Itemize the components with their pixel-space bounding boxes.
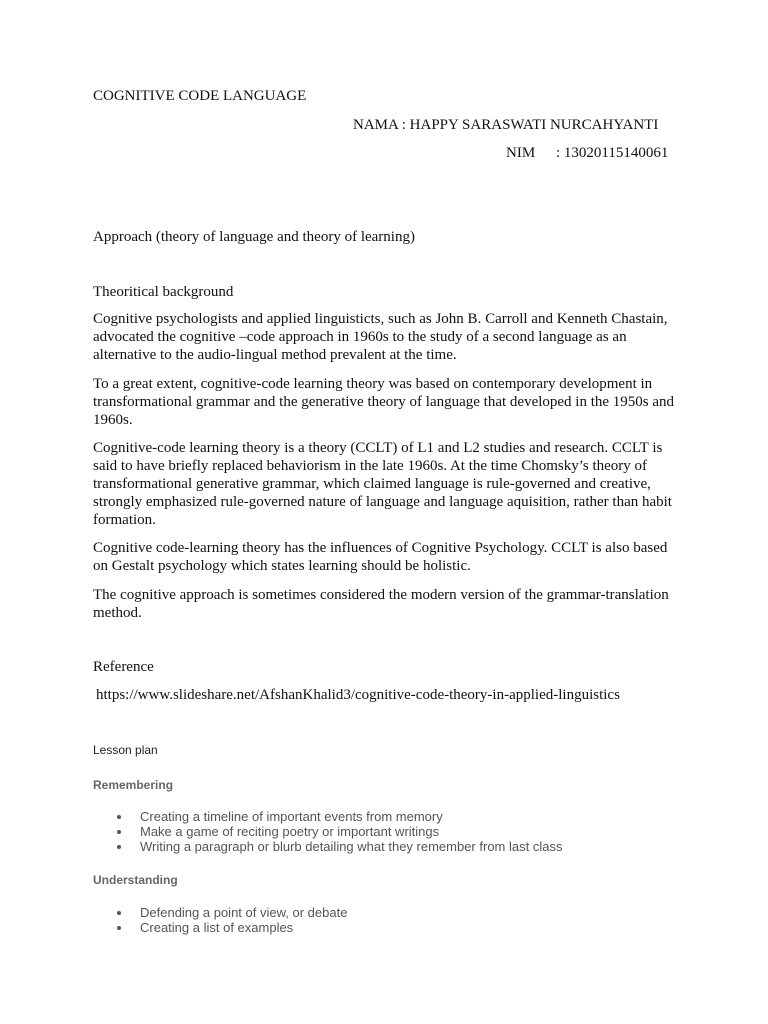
section-title-understanding: Understanding bbox=[93, 873, 178, 887]
nim-label: NIM bbox=[506, 145, 536, 161]
remembering-list bbox=[93, 809, 562, 854]
paragraph: The cognitive approach is sometimes considered the modern version of the grammar-translation method. bbox=[93, 587, 669, 621]
background-heading: Theoritical background bbox=[93, 284, 234, 300]
list-item: Creating a list of examples bbox=[93, 920, 347, 935]
reference-link[interactable]: https://www.slideshare.net/AfshanKhalid3/cognitive-code-theory-in-applied-linguistics bbox=[96, 687, 620, 703]
paragraph: Cognitive-code learning theory is a theory (CCLT) of L1 and L2 studies and research. CCLT is said to have briefly replaced behaviorism in the late 1960s. At the time Chomsky’s theory of transformational generative grammar, which claimed language is rule-governed and creative, strongly emphasized rule-governed nature of language and language aquisition, rather than habit formation. bbox=[93, 440, 672, 528]
bullet-icon bbox=[117, 911, 121, 915]
understanding-list bbox=[93, 905, 347, 935]
bullet-icon bbox=[117, 845, 121, 849]
bullet-icon bbox=[117, 830, 121, 834]
approach-heading: Approach (theory of language and theory of learning) bbox=[93, 229, 415, 245]
author-name: NAMA : HAPPY SARASWATI NURCAHYANTI bbox=[353, 117, 659, 133]
section-title-remembering: Remembering bbox=[93, 778, 174, 792]
paragraph: To a great extent, cognitive-code learning theory was based on contemporary development in transformational grammar and the generative theory of language that developed in the 1950s and 1960s. bbox=[93, 376, 675, 428]
list-item: Defending a point of view, or debate bbox=[93, 905, 347, 920]
bullet-icon bbox=[117, 926, 121, 930]
nim-value: : 13020115140061 bbox=[556, 145, 669, 161]
reference-heading: Reference bbox=[93, 659, 154, 675]
lesson-plan-heading: Lesson plan bbox=[93, 743, 158, 757]
list-item: Make a game of reciting poetry or important writings bbox=[93, 824, 562, 839]
paragraph: Cognitive code-learning theory has the influences of Cognitive Psychology. CCLT is also based on Gestalt psychology which states learning should be holistic. bbox=[93, 540, 668, 574]
document-title: COGNITIVE CODE LANGUAGE bbox=[93, 88, 307, 104]
paragraph: Cognitive psychologists and applied linguisticts, such as John B. Carroll and Kenneth Chastain, advocated the cognitive –code approach in 1960s to the study of a second language as an alternative to the audio-lingual method prevalent at the time. bbox=[93, 311, 668, 363]
list-item: Creating a timeline of important events from memory bbox=[93, 809, 562, 824]
bullet-icon bbox=[117, 815, 121, 819]
list-item: Writing a paragraph or blurb detailing what they remember from last class bbox=[93, 839, 562, 854]
